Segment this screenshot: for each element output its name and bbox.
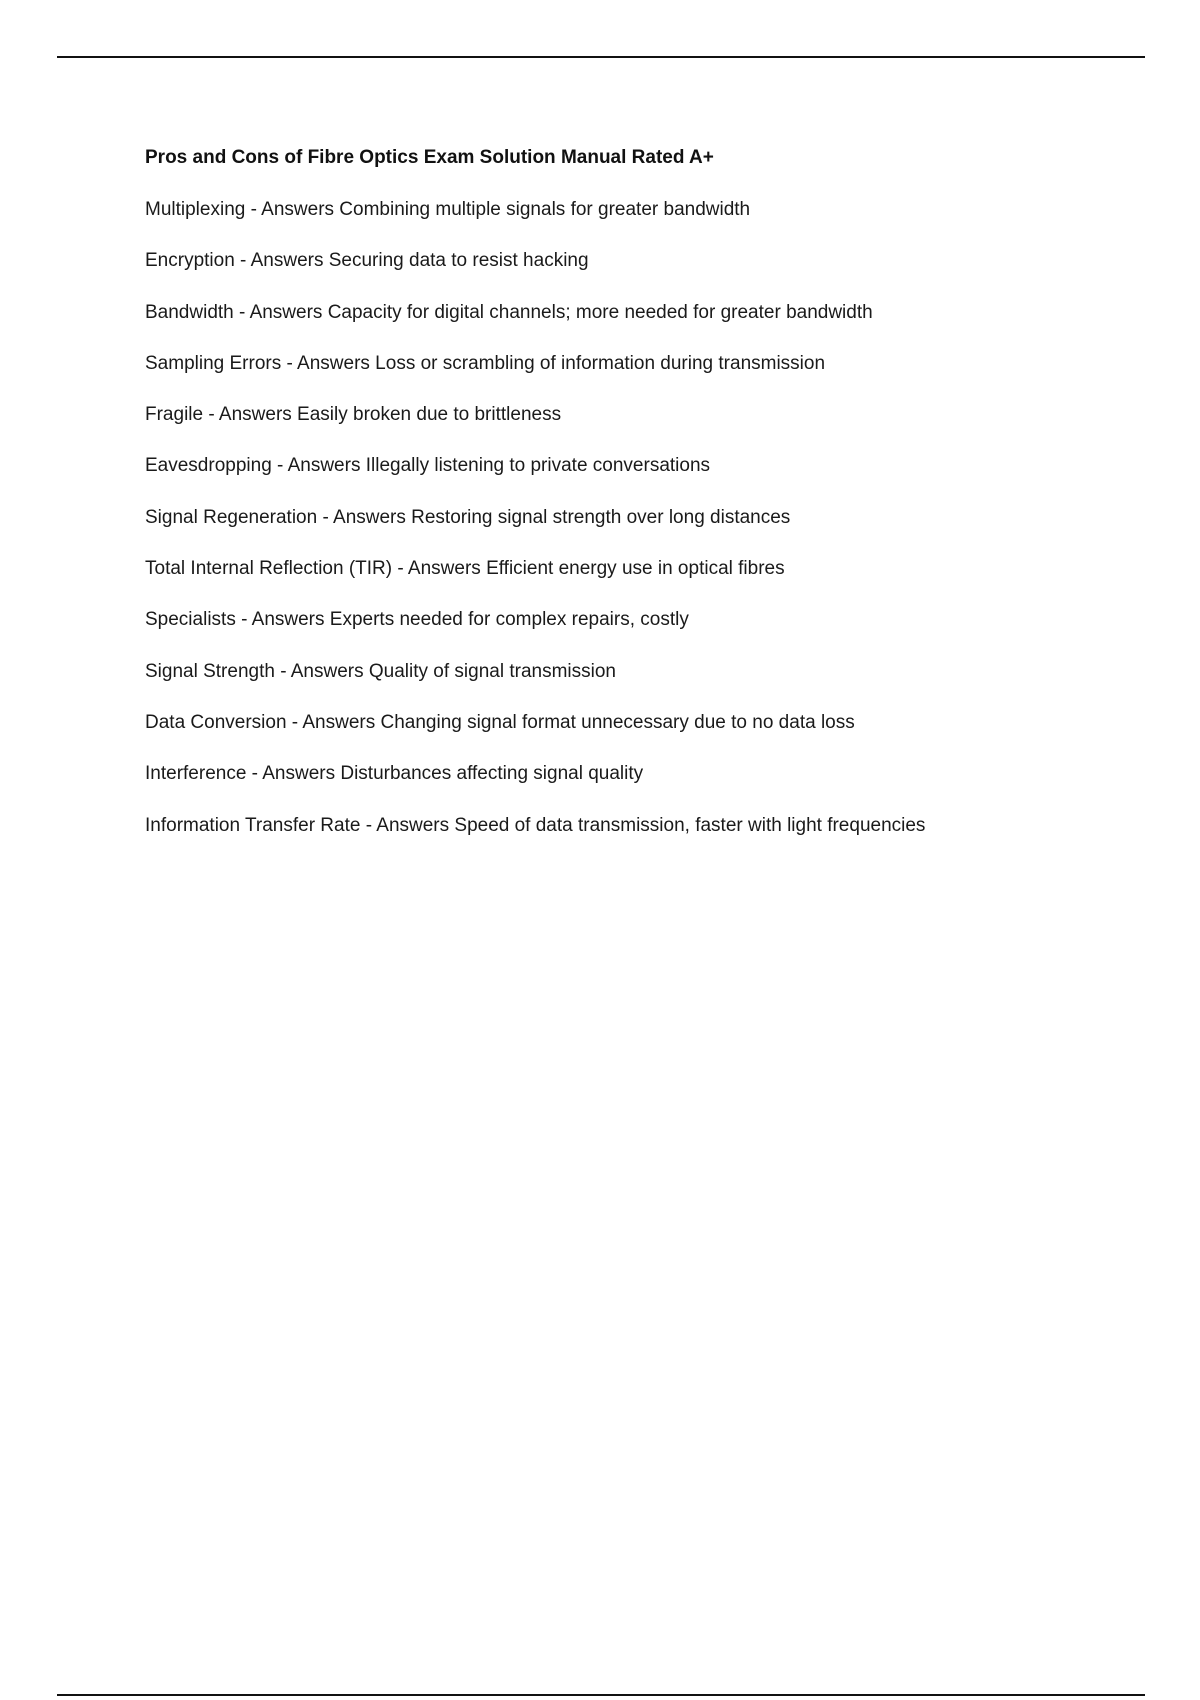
qa-entry-specialists: Specialists - Answers Experts needed for complex repairs, costly [145,609,689,631]
qa-entry-interference: Interference - Answers Disturbances affecting signal quality [145,763,644,785]
qa-list [145,195,1145,841]
qa-entry-total-internal-reflection: Total Internal Reflection (TIR) - Answers Efficient energy use in optical fibres [145,558,785,580]
qa-entry-multiplexing: Multiplexing - Answers Combining multiple signals for greater bandwidth [145,199,751,220]
qa-entry-fragile: Fragile - Answers Easily broken due to brittleness [145,404,562,426]
qa-entry-eavesdropping: Eavesdropping - Answers Illegally listening to private conversations [145,455,711,477]
qa-entry-bandwidth: Bandwidth - Answers Capacity for digital channels; more needed for greater bandwidth [145,301,873,323]
document-title: Pros and Cons of Fibre Optics Exam Solution Manual Rated A+ [145,147,714,168]
document-body [145,143,1145,841]
footer-rule [57,1694,1145,1696]
qa-entry-information-transfer-rate: Information Transfer Rate - Answers Speed of data transmission, faster with light frequencies [145,814,926,836]
qa-entry-signal-strength: Signal Strength - Answers Quality of signal transmission [145,660,616,682]
qa-entry-data-conversion: Data Conversion - Answers Changing signal format unnecessary due to no data loss [145,711,855,733]
qa-entry-sampling-errors: Sampling Errors - Answers Loss or scrambling of information during transmission [145,352,826,374]
header-rule [57,56,1145,58]
qa-entry-signal-regeneration: Signal Regeneration - Answers Restoring signal strength over long distances [145,506,791,528]
qa-entry-encryption: Encryption - Answers Securing data to resist hacking [145,250,589,272]
